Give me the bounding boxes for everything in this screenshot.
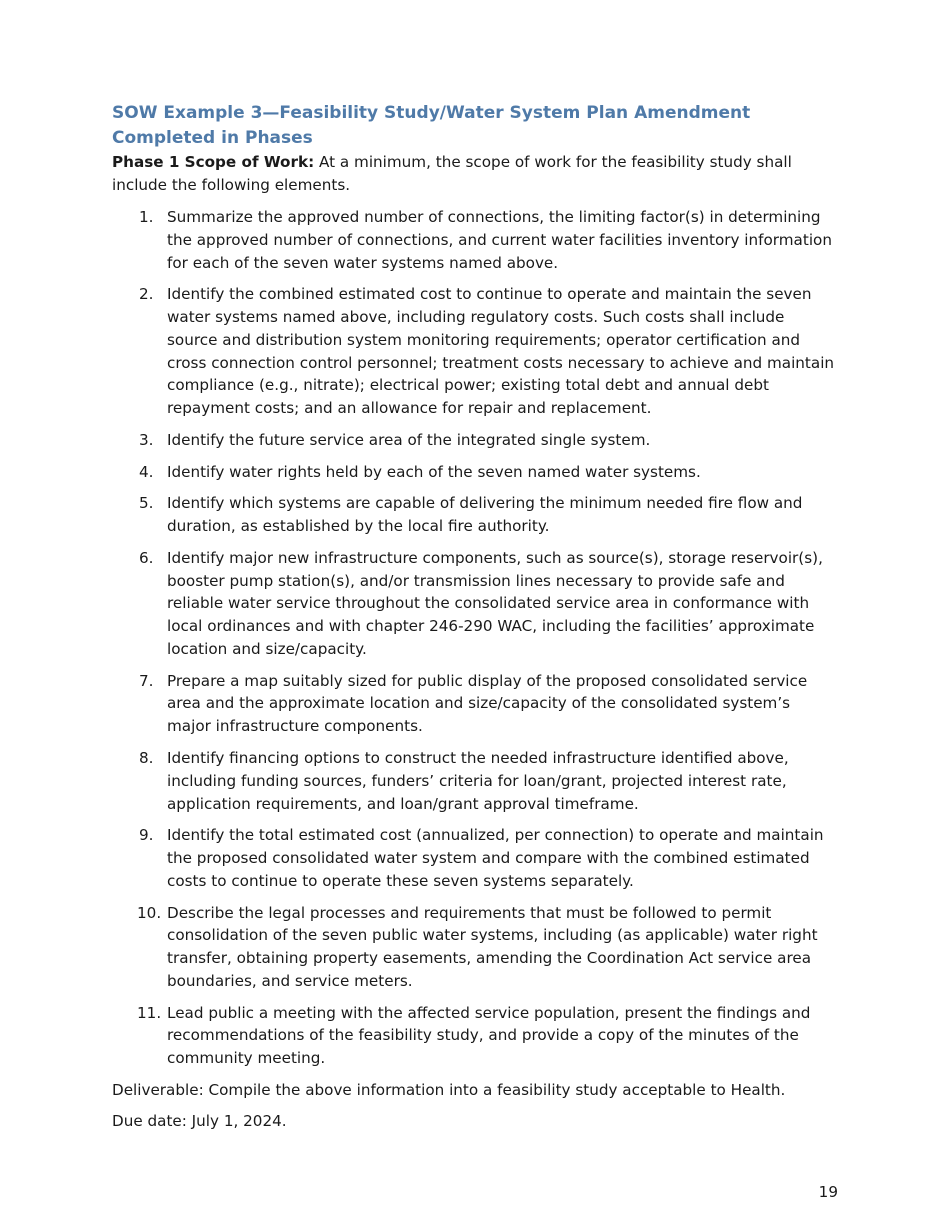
list-item [112,429,838,452]
list-item [112,670,838,738]
list-item-text: Lead public a meeting with the affected service population, present the findings and recommendations of the feasibility study, and provide a copy of the minutes of the community meeting. [167,1003,811,1068]
list-item-number: 8. [139,748,154,767]
list-item [112,283,838,420]
list-item-text: Identify water rights held by each of the seven named water systems. [167,462,701,481]
list-item-number: 5. [139,494,154,513]
document-page [112,101,838,1142]
list-item-number: 1. [139,208,154,226]
list-item-text: Prepare a map suitably sized for public display of the proposed consolidated service area and the approximate location and size/capacity of the consolidated system’s major infrastructure components. [167,671,808,736]
list-item-number: 9. [139,826,154,845]
intro-text: At a minimum, the scope of work for the feasibility study shall include the following elements. [112,153,792,194]
list-item-number: 7. [139,671,154,690]
list-item-number: 2. [139,285,154,304]
list-item [112,747,838,815]
list-item [112,492,838,538]
list-item [112,547,838,661]
list-item-text: Identify the combined estimated cost to continue to operate and maintain the seven water systems named above, including regulatory costs. Such costs shall include source and distribution system monitoring requirements; operator certification and cross connection control personnel; treatment costs necessary to achieve and maintain compliance (e.g., nitrate); electrical power; existing total debt and annual debt repayment costs; and an allowance for repair and replacement. [167,285,835,418]
list-item-text: Describe the legal processes and requirements that must be followed to permit consolidation of the seven public water systems, including (as applicable) water right transfer, obtaining property easements, amending the Coordination Act service area boundaries, and service meters. [167,903,818,990]
list-item-text: Summarize the approved number of connections, the limiting factor(s) in determining the approved number of connections, and current water facilities inventory information for each of the seven water systems named above. [167,208,832,272]
list-item [112,461,838,484]
list-item-text: Identify major new infrastructure components, such as source(s), storage reservoir(s), booster pump station(s), and/or transmission lines necessary to provide safe and reliable water service throughout the consolidated service area in conformance with local ordinances and with chapter 246-290 WAC, including the facilities’ approximate location and size/capacity. [167,548,823,658]
intro-paragraph [112,151,838,197]
list-item-number: 4. [139,462,154,481]
list-item-text: Identify the total estimated cost (annualized, per connection) to operate and maintain the proposed consolidated water system and compare with the combined estimated costs to continue to operate these seven systems separately. [167,826,824,890]
intro-label: Phase 1 Scope of Work: [112,153,315,171]
page-number: 19 [818,1183,838,1201]
list-item-text: Identify financing options to construct the needed infrastructure identified above, including funding sources, funders’ criteria for loan/grant, projected interest rate, application requirements, and loan/grant approval timeframe. [167,748,789,813]
due-date-text: Due date: July 1, 2024. [112,1112,287,1131]
list-item-text: Identify which systems are capable of delivering the minimum needed fire flow and duration, as established by the local fire authority. [167,494,803,536]
list-item-number: 10. [137,903,162,922]
list-item [112,902,838,993]
list-item-number: 11. [137,1003,162,1022]
list-item-number: 3. [139,430,154,449]
list-item-text: Identify the future service area of the integrated single system. [167,430,651,449]
list-item [112,824,838,892]
deliverable-text: Deliverable: Compile the above information into a feasibility study acceptable to Health. [112,1080,786,1099]
list-item-number: 6. [139,548,154,567]
list-item [112,206,838,274]
section-heading: SOW Example 3—Feasibility Study/Water System Plan Amendment Completed in Phases [112,103,751,148]
list-item [112,1002,838,1070]
scope-list [112,206,838,1070]
